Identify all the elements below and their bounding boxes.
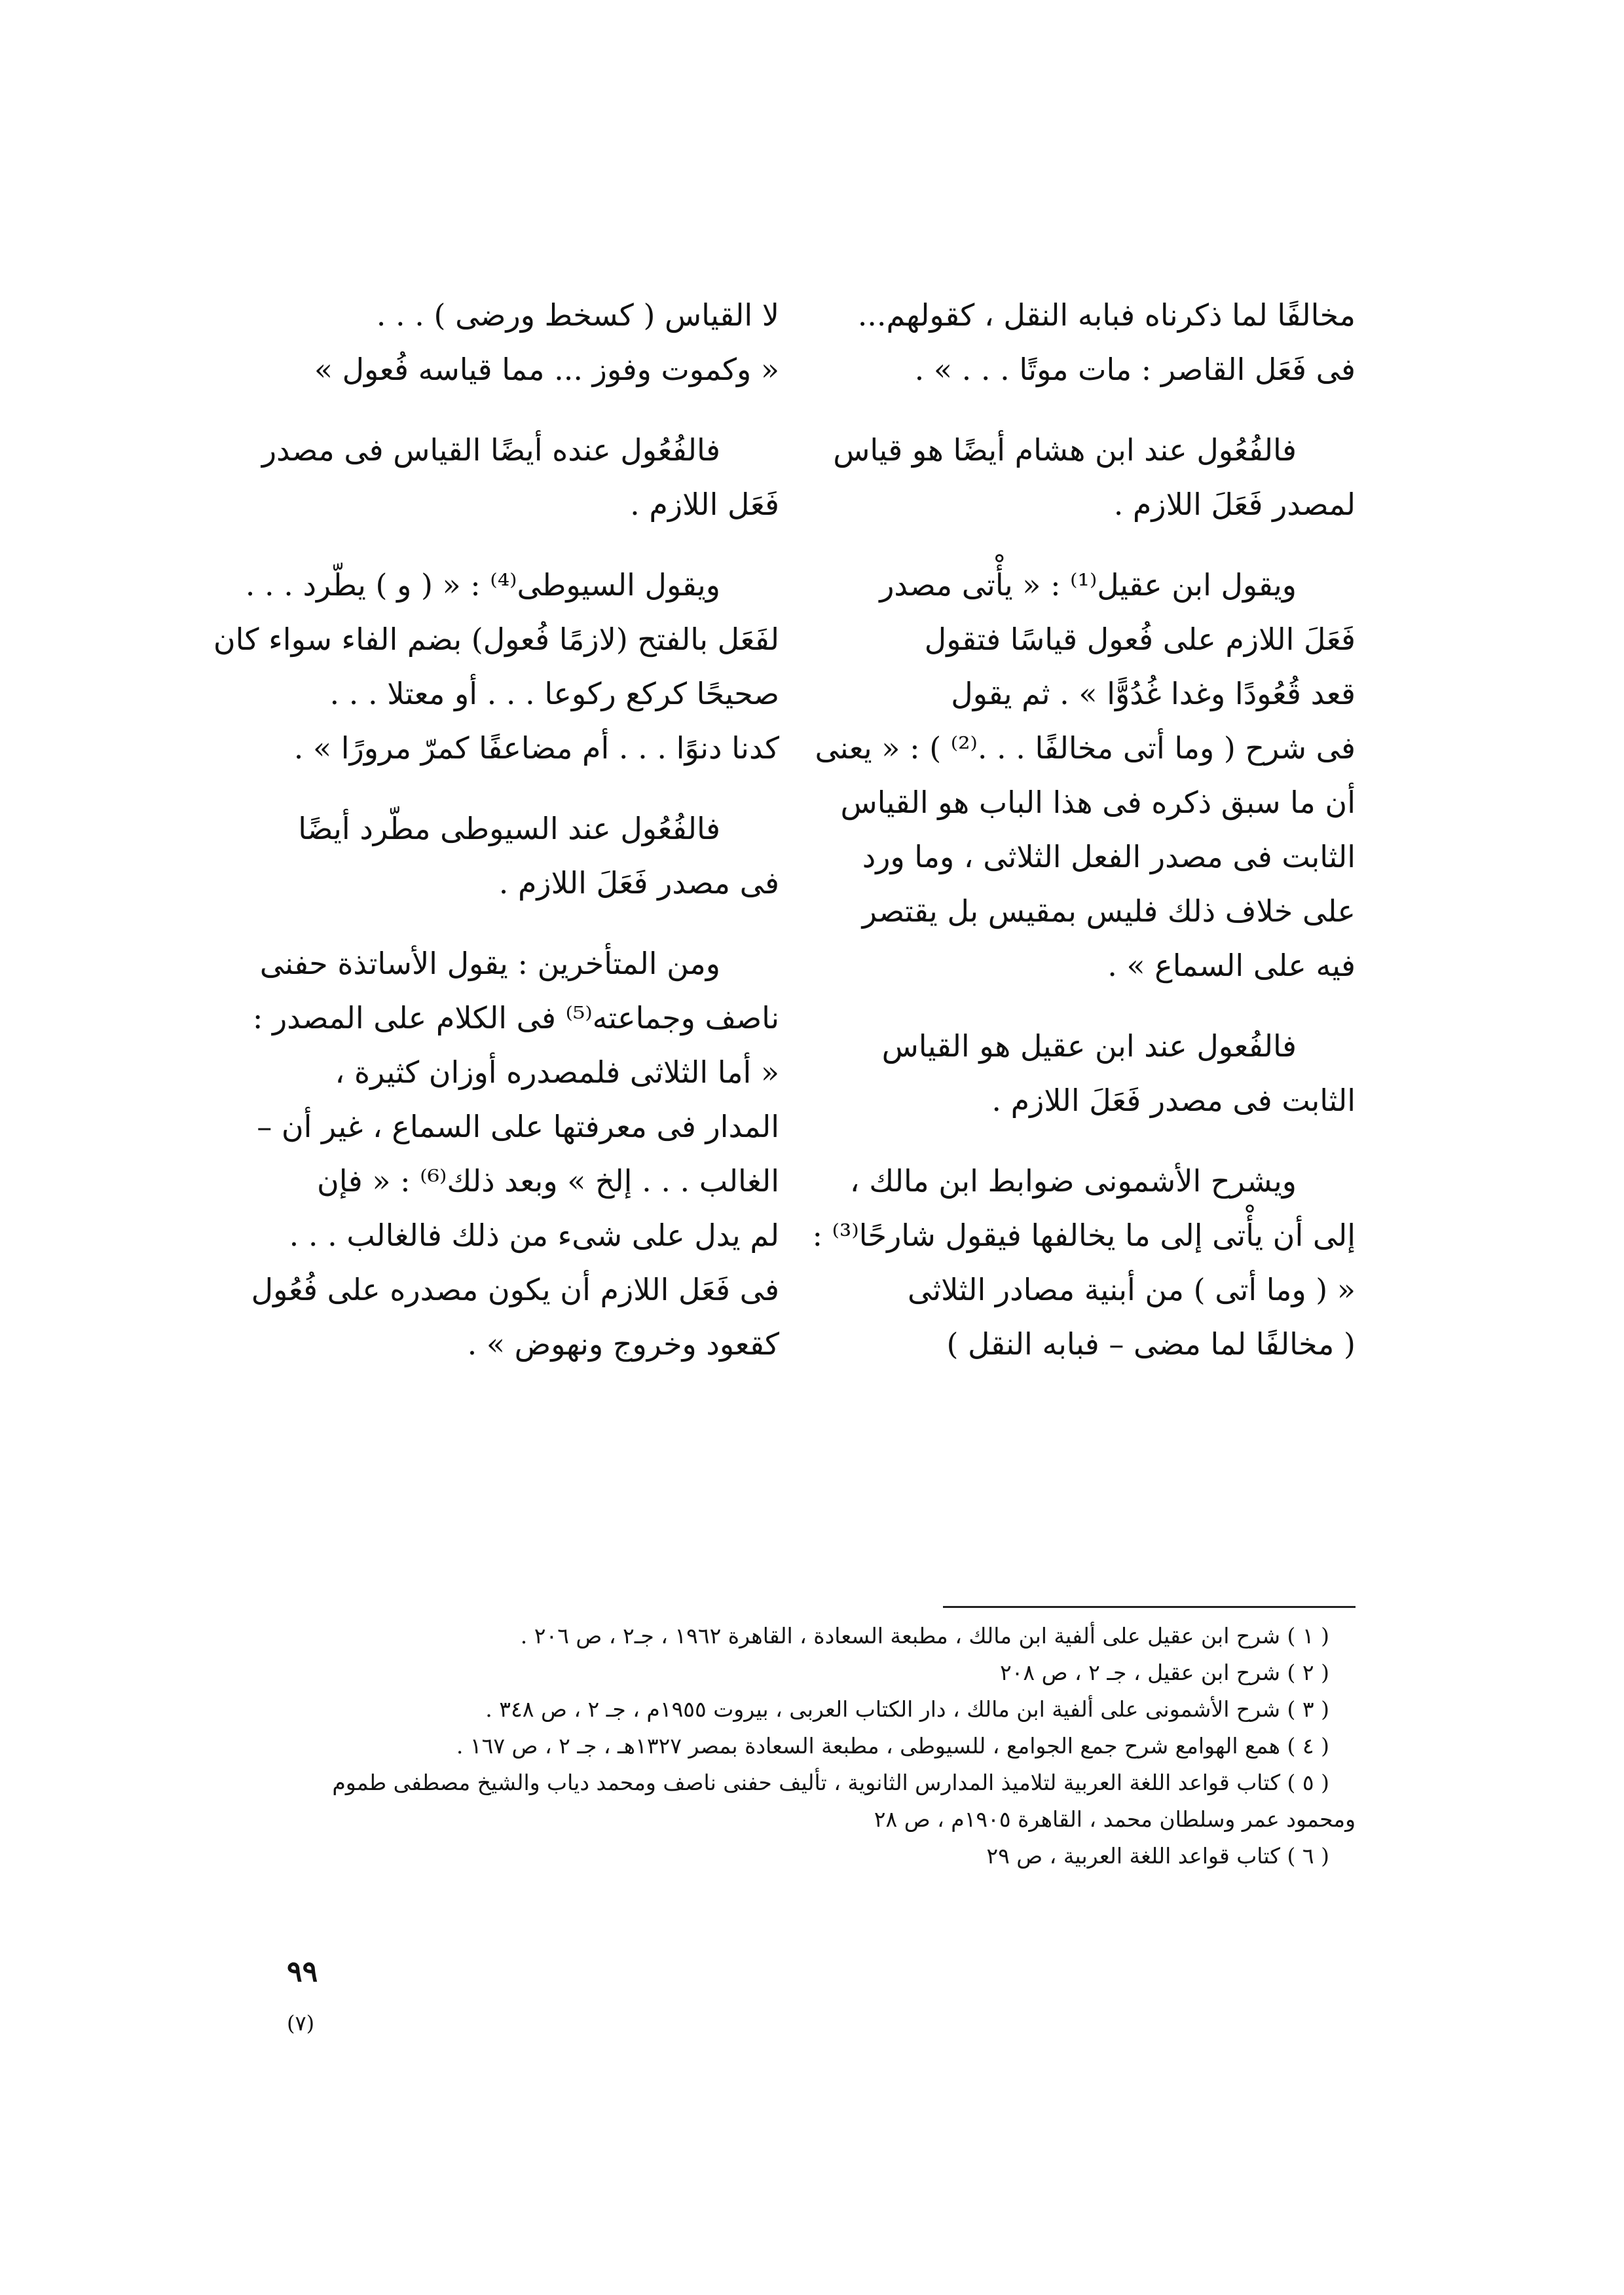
text-line: قعد قُعُودًا وغدا غُدُوًّا » . ثم يقول — [951, 676, 1356, 711]
text-line: ( مخالفًا لما مضى – فبابه النقل ) — [946, 1326, 1356, 1362]
footnote-line: ( ١ ) شرح ابن عقيل على ألفية ابن مالك ، مطبعة السعادة ، القاهرة ١٩٦٢ ، جـ٢ ، ص ٢٠٦ . — [520, 1623, 1329, 1649]
text-line: فى مصدر فَعَلَ اللازم . — [498, 865, 779, 901]
text-line: « ( وما أتى ) من أبنية مصادر الثلاثى — [908, 1272, 1356, 1307]
footnote-line: ( ٢ ) شرح ابن عقيل ، جـ ٢ ، ص ٢٠٨ — [999, 1660, 1329, 1685]
text-line: فَعَلَ اللازم على فُعول قياسًا فتقول — [924, 622, 1356, 657]
text-line: الغالب . . . إلخ » وبعد ذلك⁽⁶⁾ : « فإن — [316, 1163, 779, 1199]
text-line: فالفُعُول عند ابن هشام أيضًا هو قياس — [833, 432, 1297, 468]
text-line: مخالفًا لما ذكرناه فبابه النقل ، كقولهم... — [857, 297, 1356, 333]
left-column-paragraph — [213, 558, 779, 775]
text-line: الثابت فى مصدر الفعل الثلاثى ، وما ورد — [862, 839, 1356, 874]
page-number: ٩٩ — [287, 1955, 318, 1988]
text-line: فى فَعَل اللازم أن يكون مصدره على فُعُول — [251, 1272, 779, 1307]
text-line: ناصف وجماعته⁽⁵⁾ فى الكلام على المصدر : — [252, 1000, 779, 1036]
footnote-line: ( ٣ ) شرح الأشمونى على ألفية ابن مالك ، دار الكتاب العربى ، بيروت ١٩٥٥م ، جـ ٢ ، ص ٣٤٨ . — [485, 1696, 1329, 1722]
footnote-line: ( ٤ ) همع الهوامع شرح جمع الجوامع ، للسيوطى ، مطبعة السعادة بمصر ١٣٢٧هـ ، جـ ٢ ، ص ١٦٧ . — [456, 1733, 1329, 1759]
footnotes — [282, 1618, 1356, 1875]
footnote-line: ومحمود عمر وسلطان محمد ، القاهرة ١٩٠٥م ، ص ٢٨ — [874, 1806, 1356, 1832]
left-column-paragraph — [268, 288, 779, 397]
text-line: على خلاف ذلك فليس بمقيس بل يقتصر — [862, 893, 1356, 929]
text-line: لفَعَل بالفتح (لازمًا فُعول) بضم الفاء سواء كان — [213, 622, 779, 657]
text-line: المدار فى معرفتها على السماع ، غير أن – — [257, 1109, 779, 1144]
right-text-column — [812, 288, 1356, 1398]
text-line: فى شرح ( وما أتى مخالفًا . . .⁽²⁾ ) : « يعنى — [815, 730, 1356, 766]
text-line: ومن المتأخرين : يقول الأساتذة حفنى — [259, 946, 720, 981]
text-line: كدنا دنوًا . . . أم مضاعفًا كمرّ مرورًا » . — [293, 730, 779, 766]
text-line: ويشرح الأشمونى ضوابط ابن مالك ، — [849, 1163, 1297, 1199]
text-line: فَعَل اللازم . — [630, 487, 779, 522]
text-line: إلى أن يأْتى إلى ما يخالفها فيقول شارحًا⁽³⁾ : — [812, 1218, 1356, 1253]
text-line: فى فَعَل القاصر : مات موتًا . . . » . — [914, 352, 1356, 387]
left-text-column — [213, 288, 779, 1398]
text-line: صحيحًا كركع ركوعا . . . أو معتلا . . . — [329, 676, 779, 711]
right-column-paragraph — [845, 1019, 1356, 1128]
text-line: الثابت فى مصدر فَعَلَ اللازم . — [991, 1083, 1356, 1118]
footnote-separator — [943, 1606, 1356, 1608]
left-column-paragraph — [261, 423, 779, 532]
text-line: ويقول ابن عقيل⁽¹⁾ : « يأْتى مصدر — [879, 567, 1297, 603]
left-column-paragraph — [251, 937, 779, 1371]
sheet-signature: (٧) — [287, 2011, 315, 2036]
text-line: فالفُعُول عند السيوطى مطّرد أيضًا — [298, 811, 720, 846]
right-column-paragraph — [833, 423, 1356, 532]
text-line: ويقول السيوطى⁽⁴⁾ : « ( و ) يطّرد . . . — [245, 567, 720, 603]
right-column-paragraph — [812, 1154, 1356, 1371]
text-line: « وكموت وفوز ... مما قياسه فُعول » — [314, 352, 779, 387]
footnote-line: ( ٥ ) كتاب قواعد اللغة العربية لتلاميذ المدارس الثانوية ، تأليف حفنى ناصف ومحمد دياب والشيخ مصطفى طموم — [332, 1770, 1329, 1795]
right-column-paragraph — [815, 558, 1356, 993]
text-line: « أما الثلاثى فلمصدره أوزان كثيرة ، — [335, 1054, 779, 1090]
footnote-line: ( ٦ ) كتاب قواعد اللغة العربية ، ص ٢٩ — [986, 1843, 1329, 1869]
text-line: لمصدر فَعَلَ اللازم . — [1113, 487, 1356, 522]
right-column-paragraph — [845, 288, 1356, 397]
text-line: فالفُعُول عنده أيضًا القياس فى مصدر — [261, 432, 720, 468]
text-line: كقعود وخروج ونهوض » . — [467, 1326, 779, 1362]
text-line: لا القياس ( كسخط ورضى ) . . . — [376, 297, 779, 333]
text-line: فالفُعول عند ابن عقيل هو القياس — [881, 1028, 1297, 1064]
text-line: لم يدل على شىء من ذلك فالغالب . . . — [289, 1218, 779, 1253]
left-column-paragraph — [268, 802, 779, 910]
text-line: أن ما سبق ذكره فى هذا الباب هو القياس — [840, 785, 1356, 820]
text-line: فيه على السماع » . — [1107, 948, 1356, 983]
